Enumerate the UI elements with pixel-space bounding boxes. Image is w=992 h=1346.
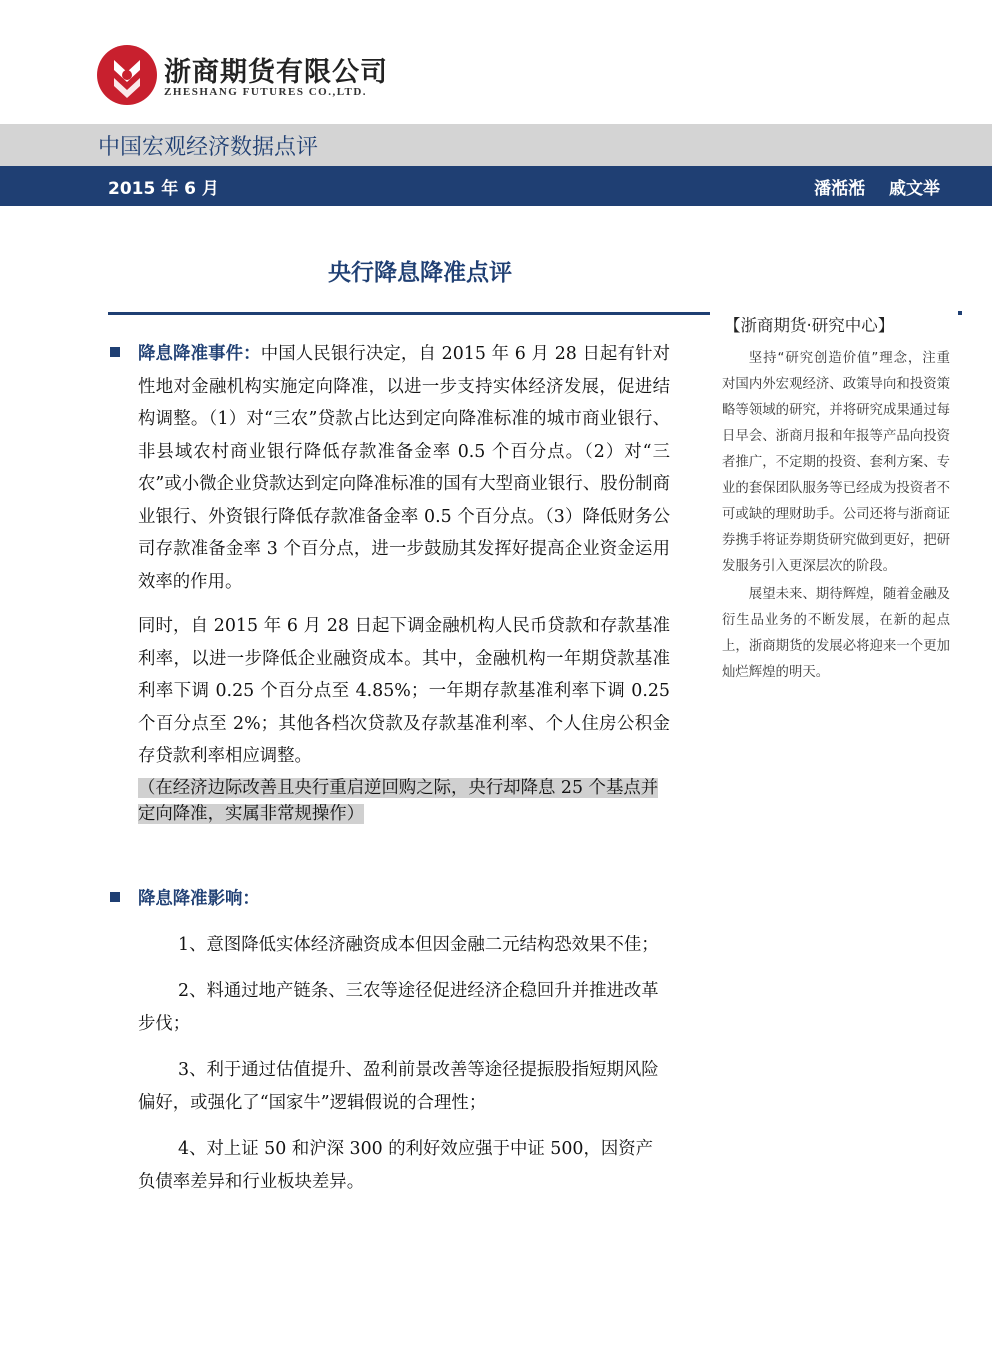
- highlight-note: [138, 775, 670, 827]
- report-authors: [796, 174, 940, 199]
- section-impact: [110, 883, 670, 1199]
- zheshang-logo-icon: [96, 44, 158, 106]
- title-divider: [108, 312, 710, 315]
- author-name: 戚文举: [889, 179, 940, 199]
- section-heading: 降息降准影响：: [138, 888, 260, 909]
- impact-item: 3、利于通过估值提升、盈利前景改善等途径提振股指短期风险偏好，或强化了“国家牛”逻辑假说的合理性；: [138, 1060, 659, 1113]
- impact-item: 4、对上证 50 和沪深 300 的利好效应强于中证 500，因资产负债率差异和行业板块差异。: [138, 1139, 654, 1192]
- square-bullet-icon: [110, 892, 120, 902]
- company-name-en: ZHESHANG FUTURES CO.,LTD.: [164, 86, 368, 98]
- square-bullet-icon: [110, 347, 120, 357]
- main-content: [110, 338, 670, 1198]
- sidebar-heading: 【浙商期货·研究中心】: [724, 316, 895, 335]
- report-series-band: [0, 124, 992, 166]
- section-event: [110, 338, 670, 827]
- divider-dot: [958, 311, 962, 315]
- date-author-band: [0, 166, 992, 206]
- research-center-sidebar: [722, 312, 950, 686]
- rate-cut-paragraph: 同时，自 2015 年 6 月 28 日起下调金融机构人民币贷款和存款基准利率，以进一步降低企业融资成本。其中，金融机构一年期贷款基准利率下调 0.25 个百分点至 4.85%；一年期存款基准利率下调 0.25 个百分点至 2%；其他各档次贷款及存款基准利率、个人住房公积金存贷款利率相应调整。: [138, 616, 670, 766]
- event-text: 中国人民银行决定，自 2015 年 6 月 28 日起有针对性地对金融机构实施定向降准，以进一步支持实体经济发展，促进结构调整。（1）对“三农”贷款占比达到定向降准标准的城市商业银行、非县域农村商业银行降低存款准备金率 0.5 个百分点。（2）对“三农”或小微企业贷款达到定向降准标准的国有大型商业银行、股份制商业银行、外资银行降低存款准备金率 0.5 个百分点。（3）降低财务公司存款准备金率 3 个百分点，进一步鼓励其发挥好提高企业资金运用效率的作用。: [138, 344, 670, 592]
- section-heading: 降息降准事件：: [138, 344, 261, 364]
- report-series-title: 中国宏观经济数据点评: [98, 135, 319, 160]
- impact-item: 1、意图降低实体经济融资成本但因金融二元结构恐效果不佳；: [178, 934, 659, 955]
- impact-item: 2、料通过地产链条、三农等途径促进经济企稳回升并推进改革步伐；: [138, 981, 659, 1034]
- highlight-text: （在经济边际改善且央行重启逆回购之际，央行却降息 25 个基点并定向降准，实属非常规操作）: [138, 777, 659, 824]
- report-date: 2015 年 6 月: [108, 179, 219, 199]
- company-name-cn: 浙商期货有限公司: [164, 57, 388, 88]
- sidebar-paragraph: 展望未来、期待辉煌，随着金融及衍生品业务的不断发展，在新的起点上，浙商期货的发展必将迎来一个更加灿烂辉煌的明天。: [722, 587, 950, 680]
- sidebar-paragraph: 坚持“研究创造价值”理念，注重对国内外宏观经济、政策导向和投资策略等领域的研究，并将研究成果通过每日早会、浙商月报和年报等产品向投资者推广，不定期的投资、套利方案、专业的套保团队服务等已经成为投资者不可或缺的理财助手。公司还将与浙商证券携手将证券期货研究做到更好，把研发服务引入更深层次的阶段。: [722, 351, 950, 574]
- event-paragraph: [138, 338, 670, 598]
- author-name: 潘湉湉: [814, 179, 866, 199]
- report-title: 央行降息降准点评: [328, 260, 512, 286]
